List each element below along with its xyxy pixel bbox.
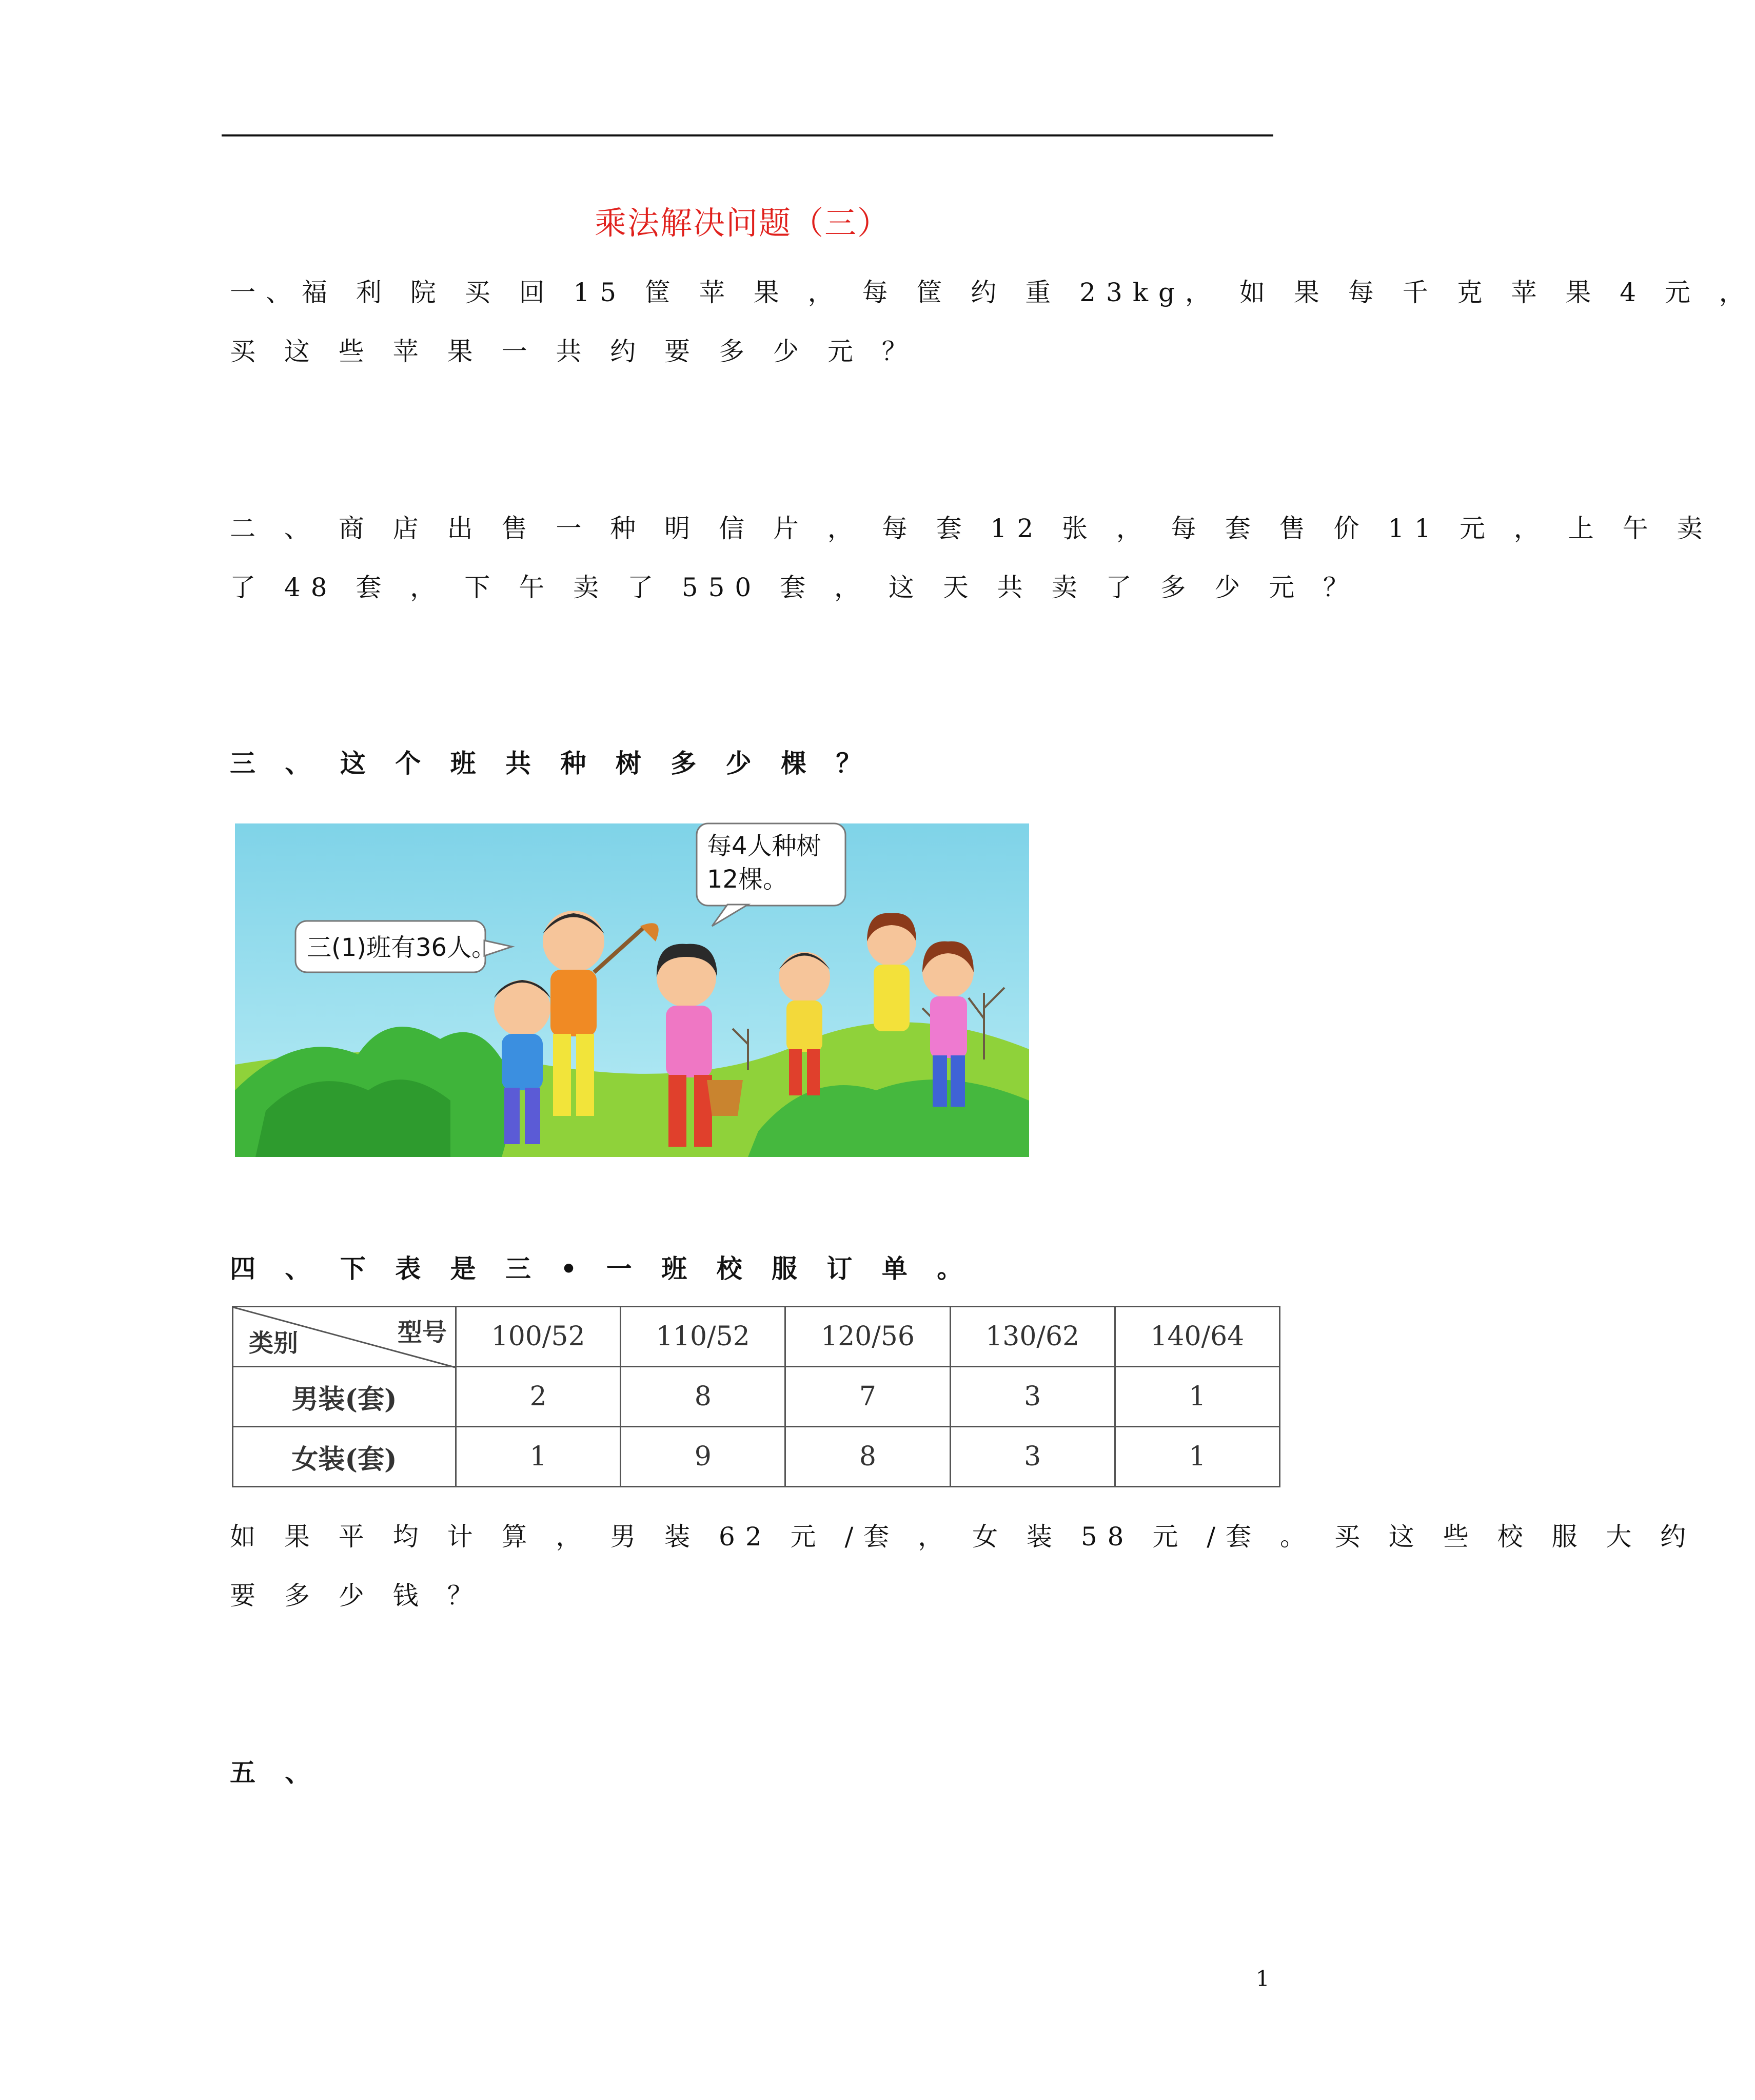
q3-line-1: 三 、 这 个 班 共 种 树 多 少 棵 ？	[230, 748, 872, 778]
column-header: 100/52	[456, 1307, 621, 1367]
row-label-girls: 女装(套)	[233, 1427, 456, 1487]
table-cell: 3	[950, 1427, 1115, 1487]
column-header: 130/62	[950, 1307, 1115, 1367]
table-cell: 9	[621, 1427, 785, 1487]
bubble-right-text-2: 12棵。	[707, 865, 788, 894]
speech-bubble-left	[295, 921, 512, 972]
q4-line-1: 四 、 下 表 是 三 • 一 班 校 服 订 单 。	[230, 1253, 973, 1284]
q1-line-1: 一、福 利 院 买 回 15 筐 苹 果 ， 每 筐 约 重 23kg， 如 果 每 千 克 苹 果 4 元 ，	[230, 278, 1755, 307]
uniform-order-table	[232, 1306, 1280, 1487]
table-row	[233, 1367, 1280, 1427]
q2-line-2: 了 48 套 ， 下 午 卖 了 550 套 ， 这 天 共 卖 了 多 少 元 ？	[230, 573, 1359, 602]
header-rule	[222, 134, 1273, 136]
q2-line-1: 二 、 商 店 出 售 一 种 明 信 片 ， 每 套 12 张 ， 每 套 售 价 11 元 ， 上 午 卖	[230, 514, 1713, 543]
table-row	[233, 1427, 1280, 1487]
column-header: 110/52	[621, 1307, 785, 1367]
table-corner-cell	[233, 1307, 456, 1367]
table-cell: 8	[785, 1427, 950, 1487]
table-cell: 7	[785, 1367, 950, 1427]
q1-line-2: 买 这 些 苹 果 一 共 约 要 多 少 元 ？	[230, 337, 918, 366]
table-cell: 1	[1115, 1427, 1279, 1487]
q4-line-2: 如 果 平 均 计 算 ， 男 装 62 元 /套 ， 女 装 58 元 /套 。 买 这 些 校 服 大 约	[230, 1522, 1697, 1552]
table-cell: 2	[456, 1367, 621, 1427]
column-header: 140/64	[1115, 1307, 1279, 1367]
bubble-right-text-1: 每4人种树	[707, 832, 821, 860]
row-label-boys: 男装(套)	[233, 1367, 456, 1427]
corner-label-model: 型号	[397, 1318, 447, 1347]
table-cell: 1	[1115, 1367, 1279, 1427]
bubble-left-text: 三(1)班有36人。	[307, 933, 497, 962]
table-cell: 3	[950, 1367, 1115, 1427]
page-number: 1	[1256, 1966, 1270, 1991]
table-header-row	[233, 1307, 1280, 1367]
child-girl-yellow	[867, 913, 916, 1031]
corner-label-category: 类别	[249, 1329, 299, 1358]
column-header: 120/56	[785, 1307, 950, 1367]
table-cell: 8	[621, 1367, 785, 1427]
page-title: 乘法解决问题（三）	[594, 204, 890, 242]
tree-planting-illustration	[235, 823, 1029, 1157]
table-cell: 1	[456, 1427, 621, 1487]
q4-line-3: 要 多 少 钱 ？	[230, 1581, 483, 1611]
q5-line-1: 五 、	[230, 1757, 321, 1788]
